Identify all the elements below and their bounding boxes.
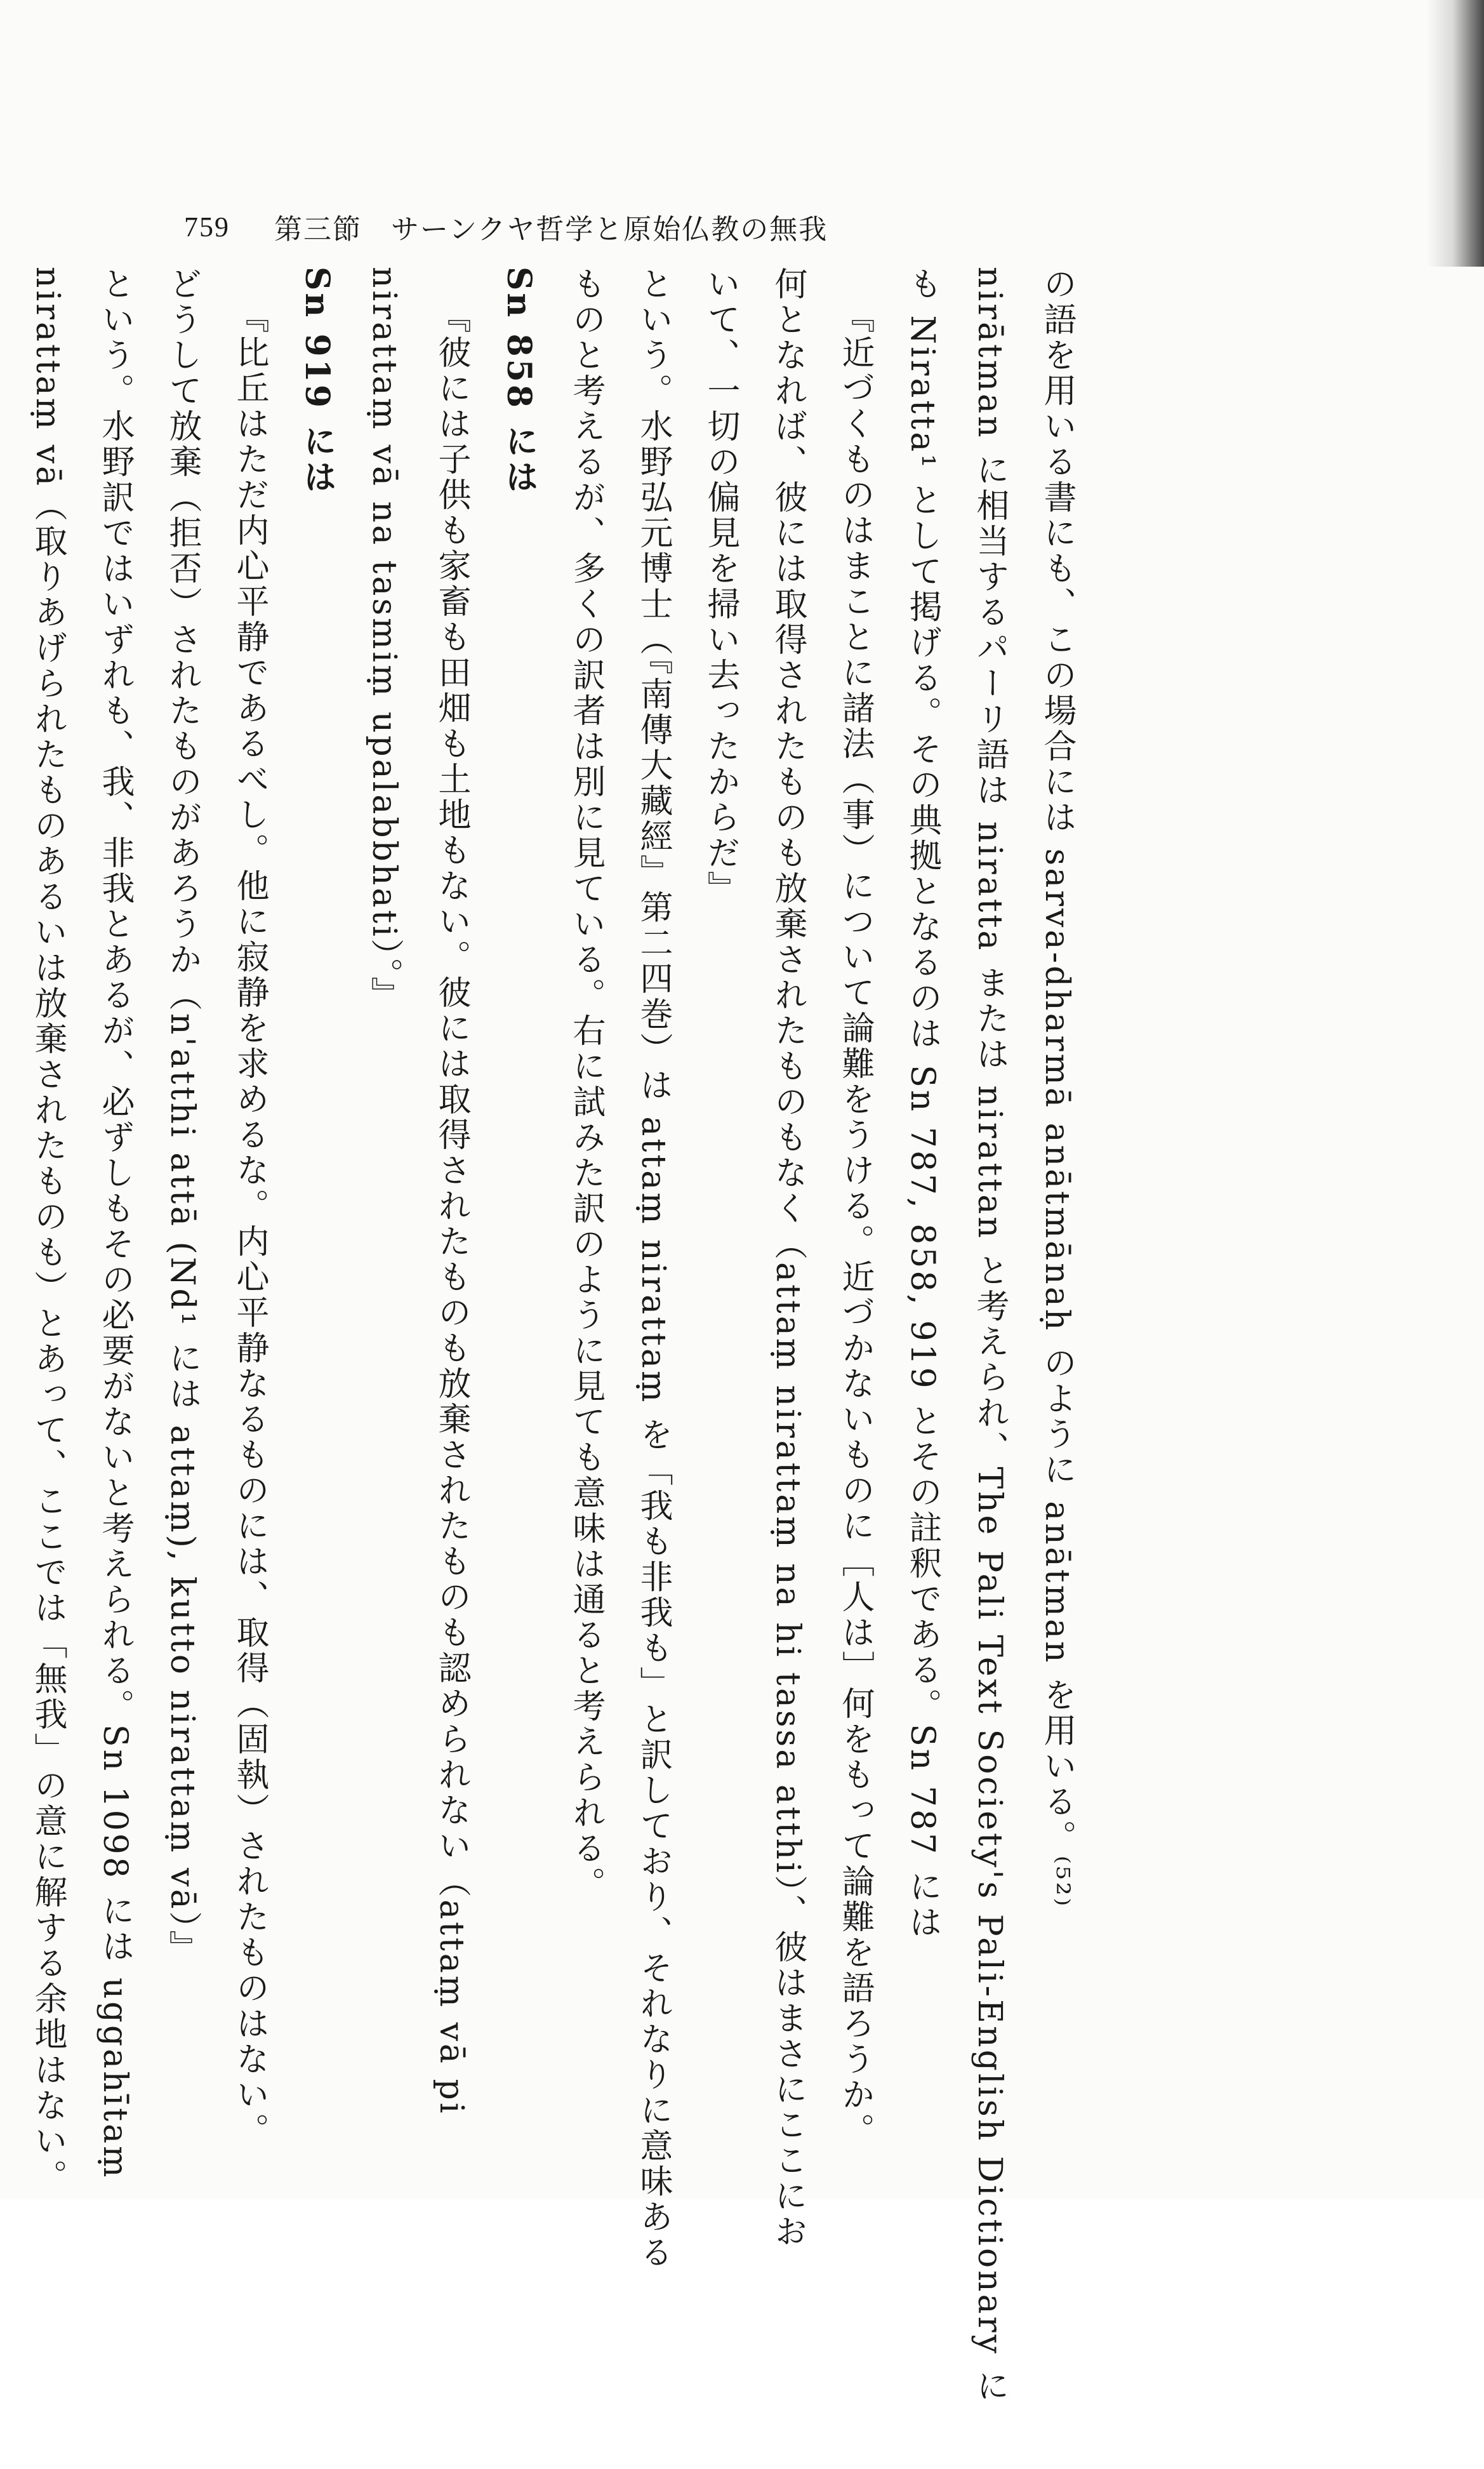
- section-title: 第三節 サーンクヤ哲学と原始仏教の無我: [274, 213, 828, 246]
- quote-line: いて、一切の偏見を掃い去ったからだ』: [701, 267, 739, 907]
- text-line: nirattaṃ vā（取りあげられたものあるいは放棄されたものも）とあって、ここでは「無我」の意に解する余地はない。: [29, 267, 67, 2195]
- reference-heading: Sn 919 には: [298, 267, 336, 496]
- quote-line: 何となれば、彼には取得されたものも放棄されたものもなく（attaṃ nirattaṃ na hi tassa atthi）、彼はまさにここにお: [769, 267, 807, 2250]
- text-line: という。水野訳ではいずれも、我、非我とあるが、必ずしもその必要がないと考えられる。Sn 1098 には uggahītaṃ: [96, 267, 134, 2180]
- page-number: 759: [184, 211, 230, 243]
- quote-line: 『彼には子供も家畜も田畑も土地もない。彼には取得されたものも放棄されたものも認められない（attaṃ vā pi: [432, 300, 470, 2116]
- text-line: の語を用いる書にも、この場合には sarva-dharmā anātmānaḥ のように anātman を用いる。⁽⁵²⁾: [1038, 267, 1076, 1909]
- quote-line: 『近づくものはまことに諸法（事）について論難をうける。近づかないものに［人は］何をもって論難を語ろうか。: [836, 300, 874, 2148]
- page-shadow-edge: [1427, 0, 1484, 267]
- text-line: [0, 267, 14, 1981]
- vertical-text-body: [0, 267, 1090, 2405]
- reference-heading: Sn 858 には: [500, 267, 538, 496]
- text-line: という。水野弘元博士（『南傳大藏經』第二四巻）は attaṃ nirattaṃ を「我も非我も」と訳しており、それなりに意味ある: [634, 267, 672, 2271]
- running-head: [184, 204, 828, 249]
- quote-line: nirattaṃ vā na tasmiṃ upalabbhati）。』: [365, 267, 403, 1013]
- quote-line: 『比丘はただ内心平静であるべし。他に寂静を求めるな。内心平静なるものには、取得（固執）されたものはない。: [230, 300, 268, 2148]
- text-line: ものと考えるが、多くの訳者は別に見ている。右に試みた訳のように見ても意味は通ると考えられる。: [567, 267, 605, 1902]
- text-line: も Niratta¹ として掲げる。その典拠となるのは Sn 787, 858, 919 とその註釈である。Sn 787 には: [903, 267, 941, 1941]
- text-line: nirātman に相当するパーリ語は niratta または nirattan と考えられ、The Pali Text Society's Pali-English Dictionary に: [971, 267, 1009, 2405]
- quote-line: どうして放棄（拒否）されたものがあろうか（n'atthi attā (Nd¹ には attaṃ), kutto nirattaṃ vā）』: [163, 267, 201, 1966]
